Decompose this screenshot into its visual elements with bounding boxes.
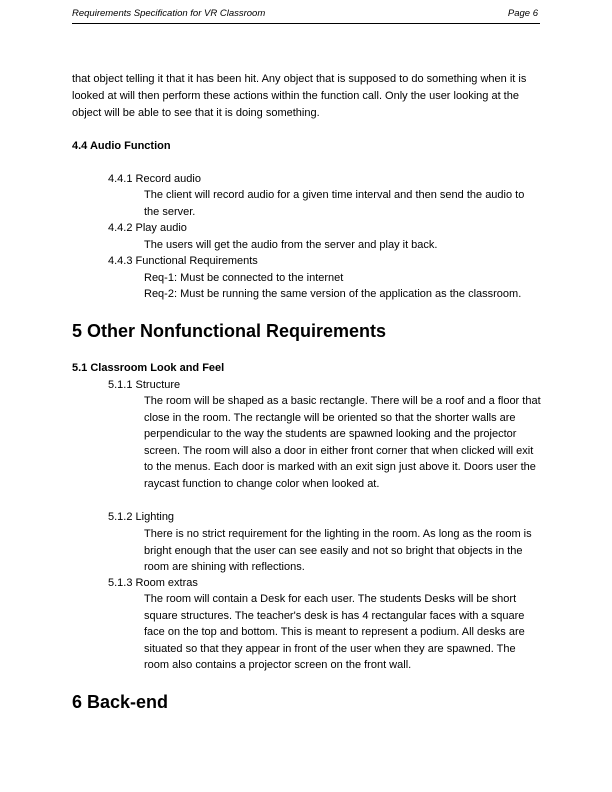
intro-paragraph: that object telling it that it has been hit. Any object that is supposed to do something when it is looked at will then perform these actions within the function call. Only the user looking at the object will be able to see that it is doing something. [72,73,527,119]
section-5-1-2-body: There is no strict requirement for the lighting in the room. As long as the room is bright enough that the user can see easily and not so bright that objects in the room are shining with reflections. [144,528,532,573]
section-5-1-1-body: The room will be shaped as a basic rectangle. There will be a roof and a floor that close in the room. The rectangle will be oriented so that the shorter walls are perpendicular to the way the students are spawned looking and the projector screen. The room will also a door in either front corner that when clicked will exit to the menus. Each door is marked with an exit sign just above it. Doors user the raycast function to change color when looked at. [144,395,541,490]
section-4-4-heading: 4.4 Audio Function [72,140,171,152]
header-rule [72,23,540,24]
requirement-2: Req-2: Must be running the same version of the application as the classroom. [144,288,522,300]
section-5-heading: 5 Other Nonfunctional Requirements [72,321,387,341]
page-number: Page 6 [507,8,538,19]
section-4-4-2-body: The users will get the audio from the server and play it back. [144,239,438,251]
header-title: Requirements Specification for VR Classroom [72,8,266,19]
section-4-4-1-heading: 4.4.1 Record audio [108,173,201,185]
section-5-1-heading: 5.1 Classroom Look and Feel [72,362,225,374]
section-5-1-3-body: The room will contain a Desk for each user. The students Desks will be short square structures. The teacher's desk is has 4 rectangular faces with a square face on the top and bottom. This is meant to represent a podium. All desks are situated so that they appear in front of the user when they are spawned. The room also contains a projector screen on the front wall. [144,593,525,671]
requirement-1: Req-1: Must be connected to the internet [144,272,344,284]
section-5-1-1-heading: 5.1.1 Structure [108,379,181,391]
section-4-4-3-heading: 4.4.3 Functional Requirements [108,255,258,267]
section-5-1-3-heading: 5.1.3 Room extras [108,577,198,589]
section-6-heading: 6 Back-end [72,692,169,712]
section-4-4-2-heading: 4.4.2 Play audio [108,222,187,234]
section-4-4-1-body: The client will record audio for a given time interval and then send the audio to the server. [144,189,525,218]
section-5-1-2-heading: 5.1.2 Lighting [108,511,175,523]
